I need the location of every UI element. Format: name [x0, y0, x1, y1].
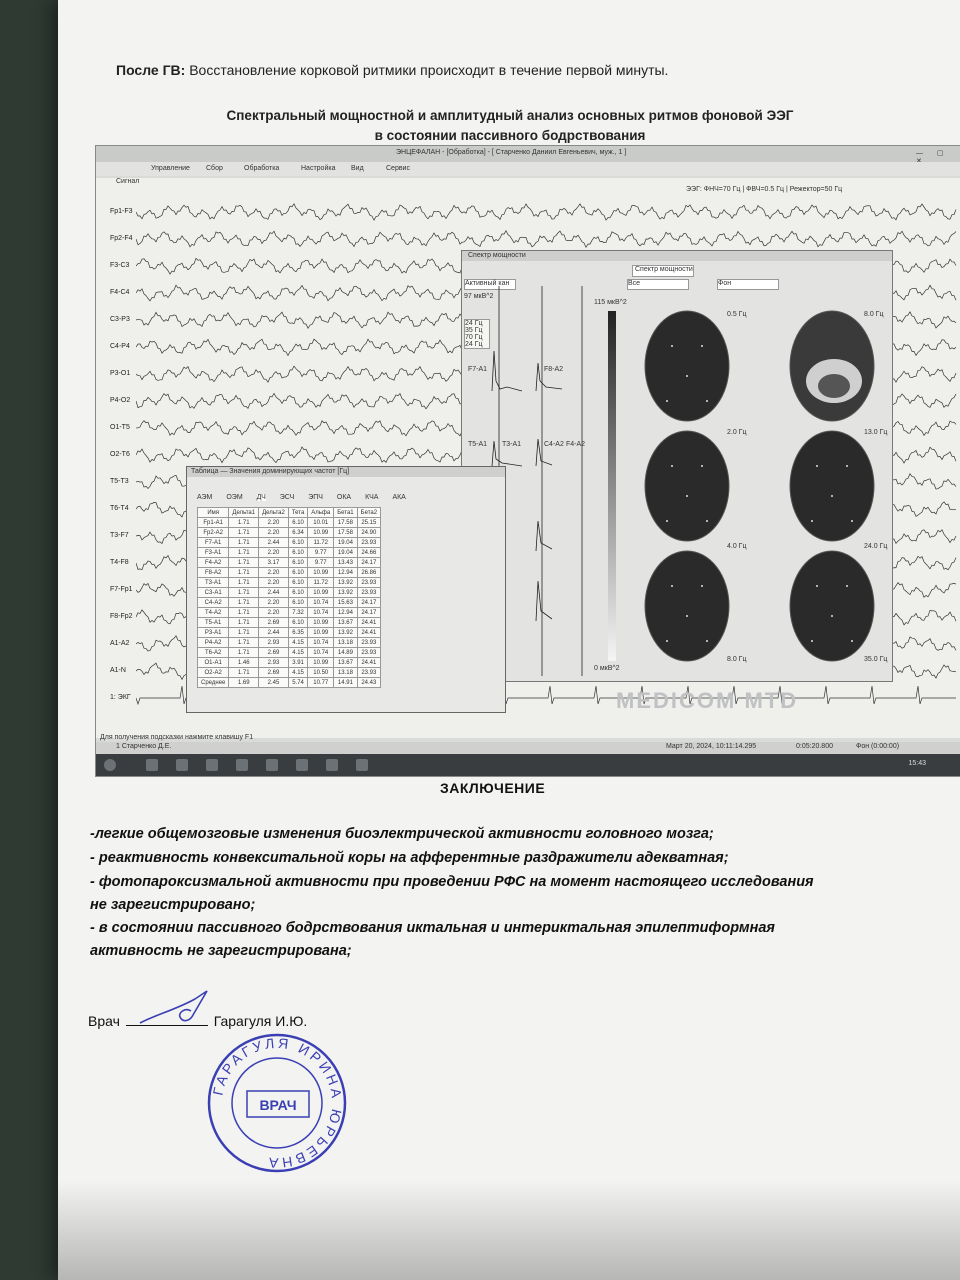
table-cell: 9.77: [308, 558, 334, 568]
table-cell: P4-A2: [198, 638, 229, 648]
menu-item: Управление: [151, 165, 190, 172]
spectrum-channel-label: C4-A2: [544, 441, 564, 448]
table-cell: Fp1-A1: [198, 518, 229, 528]
table-cell: 19.04: [334, 538, 357, 548]
menu-item: Сервис: [386, 165, 410, 172]
taskbar-app-icon: [236, 759, 248, 771]
table-cell: 6.10: [288, 568, 307, 578]
table-cell: 14.91: [334, 678, 357, 688]
table-header-cell: Имя: [198, 508, 229, 518]
frequency-option: 24 Гц: [465, 320, 483, 327]
table-tab-active: ДЧ: [256, 494, 266, 501]
table-cell: 23.93: [357, 538, 380, 548]
os-taskbar: [96, 754, 960, 776]
start-icon: [104, 759, 116, 771]
channel-label: O1-T5: [110, 424, 130, 431]
spectrum-channel-label: F8-A2: [544, 366, 564, 373]
scope-select: Все: [627, 279, 689, 290]
brain-topography-maps: [622, 306, 892, 676]
table-row: [198, 568, 381, 578]
channel-label: P4-O2: [110, 397, 131, 404]
table-tab: АКА: [392, 494, 406, 501]
channel-label: A1-A2: [110, 640, 130, 647]
spectrum-channel-label: F7-A1: [468, 366, 488, 373]
table-cell: 2.44: [259, 538, 289, 548]
table-tab: ОЭМ: [226, 494, 243, 501]
table-cell: T4-A2: [198, 608, 229, 618]
table-header-cell: Альфа: [308, 508, 334, 518]
table-cell: 10.99: [308, 628, 334, 638]
amplitude-scale-label: 97 мкВ^2: [464, 293, 494, 300]
table-header-cell: Тета: [288, 508, 307, 518]
stamp-ring-text: ГАРАГУЛЯ ИРИНА ЮРЬЕВНА: [209, 1034, 346, 1172]
status-hint: Для получения подсказки нажмите клавишу F1: [100, 734, 254, 741]
conclusion-line: - в состоянии пассивного бодрствования иктальная и интериктальная эпилептиформная: [90, 920, 775, 936]
table-cell: 9.77: [308, 548, 334, 558]
table-cell: 4.15: [288, 638, 307, 648]
table-cell: 13.92: [334, 578, 357, 588]
table-cell: C3-A1: [198, 588, 229, 598]
table-cell: 3.91: [288, 658, 307, 668]
conclusion-line: -легкие общемозговые изменения биоэлектрической активности головного мозга;: [90, 826, 714, 842]
table-cell: 1.71: [229, 588, 259, 598]
table-tab: КЧА: [365, 494, 379, 501]
window-controls-icon: — ▢: [916, 150, 950, 157]
patient-tab: 1 Старченко Д.Е.: [116, 743, 172, 750]
note-prefix: После ГВ:: [116, 62, 186, 78]
table-cell: 2.69: [259, 648, 289, 658]
taskbar-app-icon: [266, 759, 278, 771]
table-cell: 24.41: [357, 658, 380, 668]
filter-settings: ЭЭГ: ФНЧ=70 Гц | ФВЧ=0.5 Гц | Режектор=50 Гц: [686, 186, 843, 193]
table-cell: 10.74: [308, 648, 334, 658]
table-cell: 6.10: [288, 538, 307, 548]
color-scale-bar: [608, 311, 616, 661]
table-row: [198, 668, 381, 678]
table-cell: 1.46: [229, 658, 259, 668]
table-cell: F7-A1: [198, 538, 229, 548]
analysis-title-line-1: Спектральный мощностной и амплитудный анализ основных ритмов фоновой ЭЭГ: [226, 108, 794, 123]
table-cell: O2-A2: [198, 668, 229, 678]
note-text: Восстановление корковой ритмики происходит в течение первой минуты.: [189, 62, 669, 78]
table-cell: C4-A2: [198, 598, 229, 608]
channel-label: F3-C3: [110, 262, 130, 269]
table-cell: 2.20: [259, 608, 289, 618]
table-row: [198, 538, 381, 548]
table-cell: 24.90: [357, 528, 380, 538]
table-cell: 10.74: [308, 608, 334, 618]
table-cell: 2.20: [259, 518, 289, 528]
table-cell: 2.20: [259, 568, 289, 578]
table-cell: 10.99: [308, 588, 334, 598]
table-cell: 2.69: [259, 618, 289, 628]
table-cell: 10.50: [308, 668, 334, 678]
table-cell: 13.92: [334, 628, 357, 638]
table-cell: 2.93: [259, 638, 289, 648]
table-row: [198, 678, 381, 688]
table-tab: ОКА: [336, 494, 352, 501]
dominant-frequency-table-window: [186, 466, 506, 713]
channel-label: C3-P3: [110, 316, 130, 323]
table-cell: T3-A1: [198, 578, 229, 588]
taskbar-app-icon: [296, 759, 308, 771]
table-cell: 1.71: [229, 538, 259, 548]
table-cell: 6.34: [288, 528, 307, 538]
window-titlebar: [96, 146, 960, 163]
table-tab: АЭМ: [197, 494, 213, 501]
table-cell: 2.20: [259, 578, 289, 588]
frequency-option: 35 Гц: [465, 327, 483, 334]
table-cell: 1.71: [229, 528, 259, 538]
table-cell: 24.41: [357, 618, 380, 628]
table-row: [198, 518, 381, 528]
channel-select: Активный кан: [464, 279, 516, 290]
doctor-stamp: [202, 1028, 352, 1178]
table-cell: 25.15: [357, 518, 380, 528]
taskbar-app-icon: [356, 759, 368, 771]
table-tab: ЭПЧ: [308, 494, 323, 501]
table-cell: 2.44: [259, 588, 289, 598]
table-row: [198, 628, 381, 638]
eeg-signal-area: [96, 178, 960, 738]
table-cell: 13.18: [334, 638, 357, 648]
channel-label: T4-F8: [110, 559, 129, 566]
table-cell: 13.92: [334, 588, 357, 598]
taskbar-app-icon: [146, 759, 158, 771]
table-cell: 4.15: [288, 648, 307, 658]
table-cell: 5.74: [288, 678, 307, 688]
table-row: [198, 598, 381, 608]
table-cell: 10.99: [308, 658, 334, 668]
menu-item: Вид: [351, 165, 364, 172]
stamp-center-text: ВРАЧ: [259, 1097, 297, 1113]
table-cell: 24.66: [357, 548, 380, 558]
spectrum-mode-select: Спектр мощности: [632, 265, 694, 277]
map-frequency: 8.0 Гц: [727, 656, 747, 663]
table-cell: 2.44: [259, 628, 289, 638]
table-cell: 13.43: [334, 558, 357, 568]
table-window-title: Таблица — Значения доминирующих частот [Гц]: [191, 468, 350, 475]
spectrum-channel-label: T5-A1: [468, 441, 488, 448]
channel-label: F4-C4: [110, 289, 130, 296]
table-cell: 1.71: [229, 668, 259, 678]
photo-shadow: [58, 1180, 960, 1280]
table-cell: 1.71: [229, 558, 259, 568]
watermark-logo: MEDICOM MTD: [616, 688, 799, 713]
power-spectrum-window: [461, 250, 893, 682]
channel-label: T5-T3: [110, 478, 129, 485]
table-cell: P3-A1: [198, 628, 229, 638]
channel-label: 1: ЭКГ: [110, 694, 131, 701]
map-frequency: 13.0 Гц: [864, 429, 888, 436]
channel-label: O2-T6: [110, 451, 130, 458]
channel-label: F8-Fp2: [110, 613, 133, 620]
table-cell: F3-A1: [198, 548, 229, 558]
taskbar-app-icon: [176, 759, 188, 771]
eeg-trace: [136, 204, 956, 220]
table-cell: 26.86: [357, 568, 380, 578]
menu-item: Обработка: [244, 165, 280, 172]
signal-label: Сигнал: [116, 178, 140, 185]
eeg-software-screenshot: [95, 145, 960, 777]
channel-label: T6-T4: [110, 505, 129, 512]
table-cell: 10.99: [308, 618, 334, 628]
table-cell: F4-A2: [198, 558, 229, 568]
table-header-cell: Бета1: [334, 508, 357, 518]
table-cell: 6.10: [288, 518, 307, 528]
frequency-option: 24 Гц: [465, 341, 483, 348]
table-row: [198, 548, 381, 558]
table-cell: 13.18: [334, 668, 357, 678]
table-cell: 6.10: [288, 548, 307, 558]
map-frequency: 2.0 Гц: [727, 429, 747, 436]
power-window-title: Спектр мощности: [468, 252, 526, 259]
conclusion-heading: ЗАКЛЮЧЕНИЕ: [440, 780, 546, 796]
eeg-trace: [136, 231, 956, 248]
table-row: [198, 648, 381, 658]
menu-bar: [96, 162, 960, 176]
menu-item: Сбор: [206, 165, 223, 172]
map-frequency: 0.5 Гц: [727, 311, 747, 318]
table-cell: 6.10: [288, 598, 307, 608]
map-frequency: 4.0 Гц: [727, 543, 747, 550]
channel-label: F7-Fp1: [110, 586, 133, 593]
table-cell: 10.77: [308, 678, 334, 688]
table-cell: T5-A1: [198, 618, 229, 628]
map-frequency: 35.0 Гц: [864, 656, 888, 663]
conclusion-line: активность не зарегистрирована;: [90, 943, 352, 959]
conclusion-line: - реактивность конвекситальной коры на афферентные раздражители адекватная;: [90, 850, 729, 866]
table-cell: 2.20: [259, 548, 289, 558]
frequency-option: 70 Гц: [465, 334, 483, 341]
window-title: ЭНЦЕФАЛАН - [Обработка] - [ Старченко Даниил Евгеньевич, муж., 1 ]: [396, 149, 627, 156]
status-date: Март 20, 2024, 10:11:14.295: [666, 743, 757, 750]
status-bar: [96, 734, 960, 754]
table-cell: F8-A2: [198, 568, 229, 578]
table-cell: 1.71: [229, 628, 259, 638]
map-frequency: 8.0 Гц: [864, 311, 884, 318]
table-cell: 24.41: [357, 628, 380, 638]
scale-min: 0 мкВ^2: [594, 665, 620, 672]
table-cell: 23.93: [357, 668, 380, 678]
table-cell: 1.71: [229, 548, 259, 558]
conclusion-line: - фотопароксизмальной активности при проведении РФС на момент настоящего исследования: [90, 874, 814, 890]
channel-label: P3-O1: [110, 370, 131, 377]
table-cell: 11.72: [308, 538, 334, 548]
taskbar-app-icon: [326, 759, 338, 771]
status-segment: Фон (0:00:00): [856, 743, 900, 750]
table-cell: 6.10: [288, 578, 307, 588]
channel-label: C4-P4: [110, 343, 130, 350]
table-row: [198, 608, 381, 618]
table-cell: 10.01: [308, 518, 334, 528]
channel-label: A1-N: [110, 667, 126, 674]
table-cell: 13.67: [334, 618, 357, 628]
table-cell: 1.71: [229, 648, 259, 658]
table-cell: 10.74: [308, 638, 334, 648]
scale-max: 115 мкВ^2: [594, 299, 627, 306]
table-cell: 2.20: [259, 598, 289, 608]
doctor-label: Врач: [88, 1013, 120, 1029]
table-header-cell: Дельта2: [259, 508, 289, 518]
analysis-title-line-2: в состоянии пассивного бодрствования: [374, 128, 646, 143]
table-header-cell: Бета2: [357, 508, 380, 518]
table-row: [198, 588, 381, 598]
table-cell: 24.43: [357, 678, 380, 688]
table-cell: 4.15: [288, 668, 307, 678]
table-cell: 11.72: [308, 578, 334, 588]
table-cell: 1.71: [229, 578, 259, 588]
table-header-cell: Дельта1: [229, 508, 259, 518]
table-cell: O1-A1: [198, 658, 229, 668]
taskbar-clock: 15:43: [908, 760, 926, 767]
table-cell: 23.93: [357, 648, 380, 658]
spectrum-channel-label: F4-A2: [566, 441, 586, 448]
segment-select: Фон: [717, 279, 779, 290]
table-cell: 2.45: [259, 678, 289, 688]
spectrum-channel-label: T3-A1: [502, 441, 522, 448]
handwritten-signature: [135, 985, 215, 1030]
dominant-frequency-table: [197, 507, 381, 688]
table-cell: 1.71: [229, 618, 259, 628]
table-cell: 1.71: [229, 518, 259, 528]
table-cell: 7.32: [288, 608, 307, 618]
table-window-titlebar: [187, 467, 505, 477]
status-time: 0:05:20.800: [796, 743, 833, 750]
power-window-titlebar: [462, 251, 892, 261]
table-cell: 23.93: [357, 578, 380, 588]
table-cell: 14.89: [334, 648, 357, 658]
table-cell: 1.71: [229, 598, 259, 608]
table-cell: 24.17: [357, 558, 380, 568]
table-cell: 1.69: [229, 678, 259, 688]
table-cell: 2.93: [259, 658, 289, 668]
table-cell: 1.71: [229, 638, 259, 648]
channel-label: T3-F7: [110, 532, 129, 539]
table-cell: 10.99: [308, 568, 334, 578]
table-cell: 17.58: [334, 528, 357, 538]
table-row: [198, 618, 381, 628]
table-cell: 17.58: [334, 518, 357, 528]
table-cell: 13.67: [334, 658, 357, 668]
table-cell: 6.10: [288, 618, 307, 628]
table-row: [198, 658, 381, 668]
table-cell: Fp2-A2: [198, 528, 229, 538]
table-cell: 23.93: [357, 588, 380, 598]
table-row: [198, 578, 381, 588]
table-cell: 15.63: [334, 598, 357, 608]
post-hyperventilation-note: [116, 62, 668, 78]
table-cell: 6.10: [288, 588, 307, 598]
table-cell: 2.69: [259, 668, 289, 678]
table-cell: 3.17: [259, 558, 289, 568]
channel-label: Fp2-F4: [110, 235, 133, 242]
table-cell: 1.71: [229, 568, 259, 578]
taskbar-app-icon: [206, 759, 218, 771]
table-cell: 2.20: [259, 528, 289, 538]
table-cell: 12.94: [334, 568, 357, 578]
table-cell: 6.35: [288, 628, 307, 638]
table-cell: Среднее: [198, 678, 229, 688]
table-cell: T6-A2: [198, 648, 229, 658]
menu-item: Настройка: [301, 165, 336, 172]
table-row: [198, 528, 381, 538]
table-cell: 6.10: [288, 558, 307, 568]
table-cell: 10.74: [308, 598, 334, 608]
table-cell: 23.93: [357, 638, 380, 648]
table-tab: ЭСЧ: [279, 494, 295, 501]
table-row: [198, 638, 381, 648]
table-cell: 10.99: [308, 528, 334, 538]
table-cell: 19.04: [334, 548, 357, 558]
table-cell: 24.17: [357, 608, 380, 618]
table-cell: 1.71: [229, 608, 259, 618]
conclusion-line: не зарегистрировано;: [90, 897, 256, 913]
table-row: [198, 558, 381, 568]
table-cell: 24.17: [357, 598, 380, 608]
table-tabs: [197, 494, 406, 501]
doctor-name: Гарагуля И.Ю.: [213, 1013, 308, 1029]
channel-label: Fp1-F3: [110, 208, 133, 215]
table-cell: 12.94: [334, 608, 357, 618]
map-frequency: 24.0 Гц: [864, 543, 888, 550]
